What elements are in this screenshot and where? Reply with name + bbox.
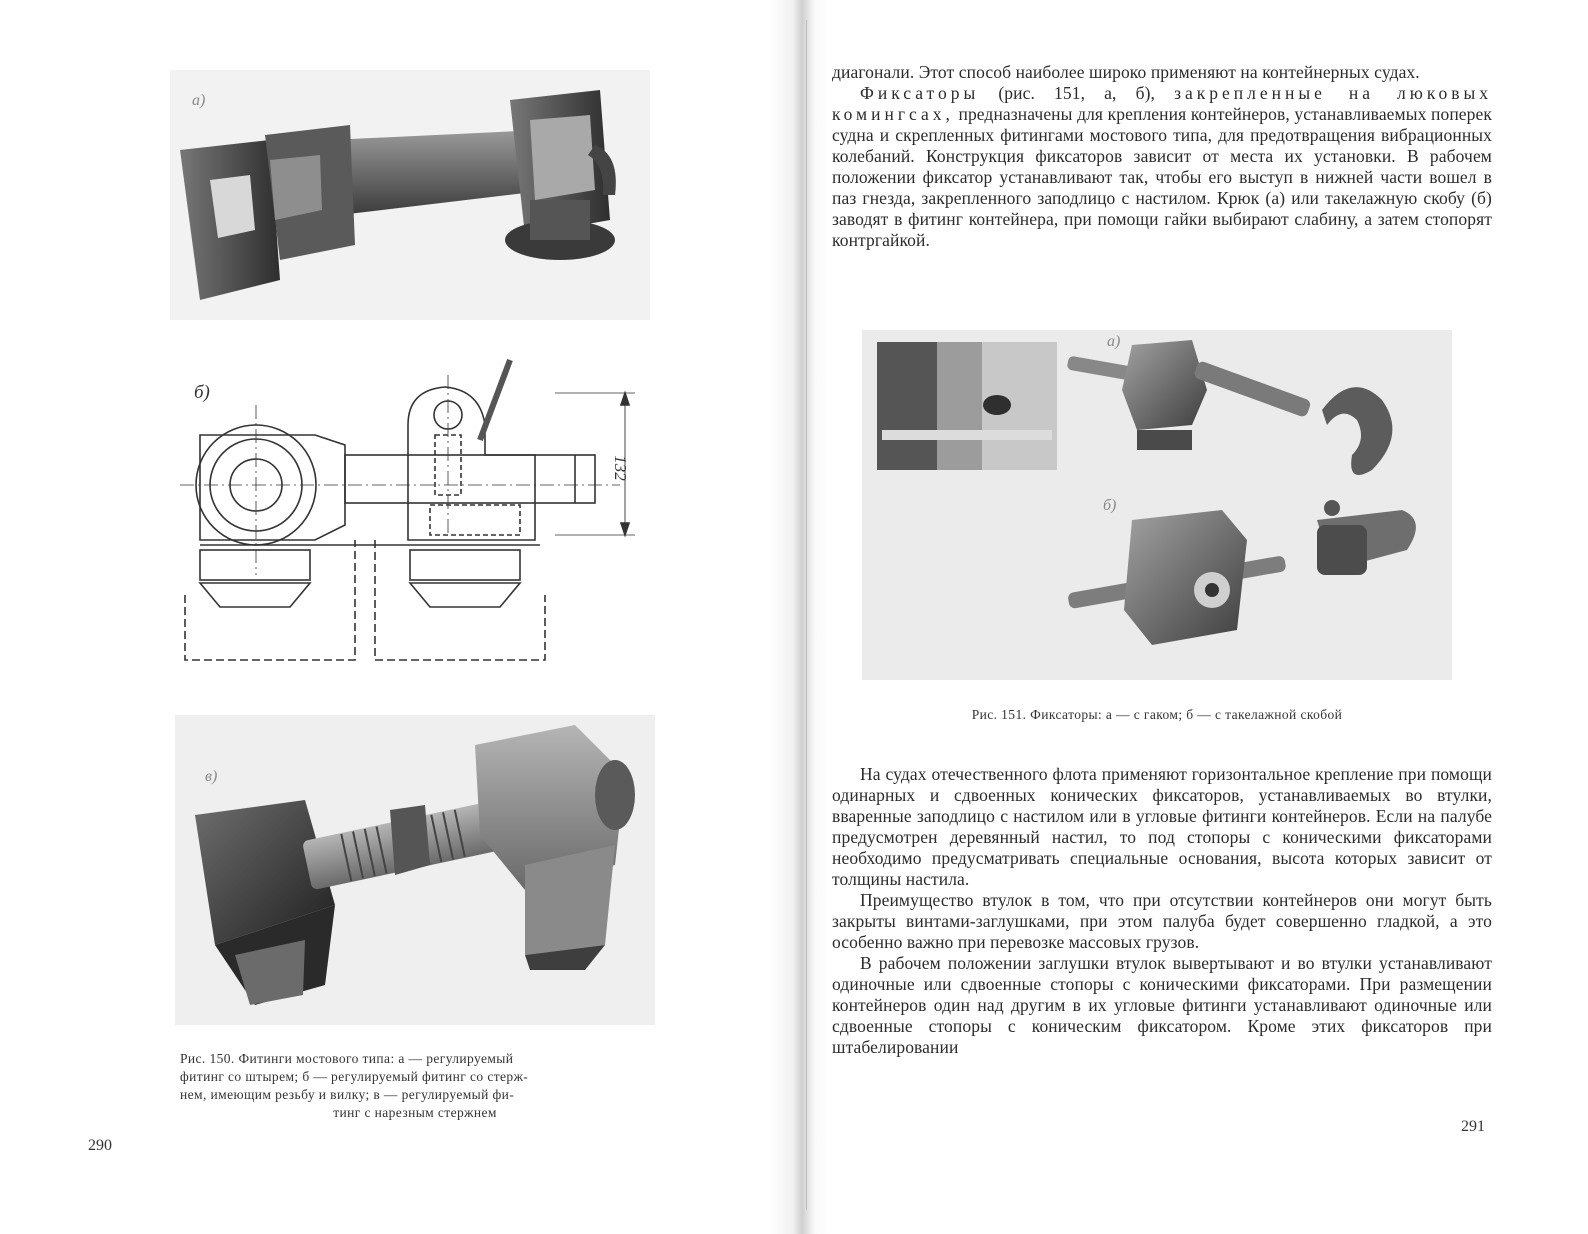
page-number-left: 290: [88, 1137, 112, 1154]
figure-150v-photo: [175, 715, 655, 1025]
caption-line: тинг с нарезным стержнем: [333, 1105, 497, 1120]
figure-150a-label: а): [192, 92, 206, 109]
figure-150b-label: б): [194, 382, 210, 403]
figure-150v-label: в): [205, 768, 218, 785]
paragraph-fixators-rest: предназначены для крепления контейнеров, устанавливаемых поперек судна и скрепленных фитингами мостового типа, для предотвращения вибрационных колебаний. Конструкция фиксаторов зависит от места их установки. В рабочем положении фиксатор устанавливают так, чтобы его выступ в нижней части вошел в паз гнезда, закрепленного заподлицо с настилом. Крюк (а) или такелажную скобу (б) заводят в фитинг контейнера, при помощи гайки выбирают слабину, а затем стопорят контргайкой.: [832, 104, 1492, 250]
figure-reference: (рис. 151, а, б),: [998, 83, 1155, 103]
caption-line: фитинг со штырем; б — регулируемый фитинг со стерж-: [180, 1069, 529, 1084]
figure-151a-label: а): [1107, 333, 1121, 350]
page-number-right: 291: [1461, 1118, 1485, 1135]
term-fixators: Фиксаторы: [860, 83, 980, 103]
paragraph-sockets-advantage: Преимущество втулок в том, что при отсутствии контейнеров они могут быть закрыты винтами-заглушками, при этом палуба будет совершенно гладкой, а это особенно важно при перевозке массовых грузов.: [832, 890, 1492, 952]
figure-150b-dimension: 132: [610, 455, 630, 481]
paragraph-working-position: В рабочем положении заглушки втулок вывертывают и во втулки устанавливают одиночные или сдвоенные стопоры с коническими фиксаторами. При размещении контейнеров один над другим в их угловые фитинги устанавливают одиночные или сдвоенные стопоры с коническим фиксатором. Кроме этих фиксаторов при штабелировании: [832, 953, 1492, 1057]
right-page-top-text: [832, 62, 1492, 251]
figure-150-caption: [180, 1050, 650, 1122]
paragraph-fixators: [832, 83, 1492, 251]
right-page-bottom-text: [832, 764, 1492, 1058]
left-page: [0, 0, 790, 1234]
caption-line: нем, имеющим резьбу и вилку; в — регулируемый фи-: [180, 1087, 515, 1102]
figure-151-caption: Рис. 151. Фиксаторы: а — с гаком; б — с такелажной скобой: [971, 707, 1343, 722]
paragraph-horizontal-fastening: На судах отечественного флота применяют горизонтальное крепление при помощи одинарных и сдвоенных конических фиксаторов, устанавливаемых во втулки, вваренные заподлицо с настилом или в угловые фитинги контейнеров. Если на палубе предусмотрен деревянный настил, то под стопоры с коническими фиксаторами необходимо предусматривать специальные основания, высота которых зависит от толщины настила.: [832, 764, 1492, 889]
figure-150a-photo: [170, 70, 650, 320]
figure-151b-label: б): [1103, 497, 1117, 514]
page-gutter-line: [806, 20, 807, 1210]
figure-151-photo: [862, 330, 1452, 680]
term-hatch-coamings: закрепленные на люковых комингсах,: [832, 83, 1492, 124]
figure-150b-drawing: [180, 345, 650, 675]
caption-line: Рис. 150. Фитинги мостового типа: а — регулируемый: [180, 1051, 514, 1066]
paragraph-continuation: диагонали. Этот способ наиболее широко применяют на контейнерных судах.: [832, 62, 1420, 82]
